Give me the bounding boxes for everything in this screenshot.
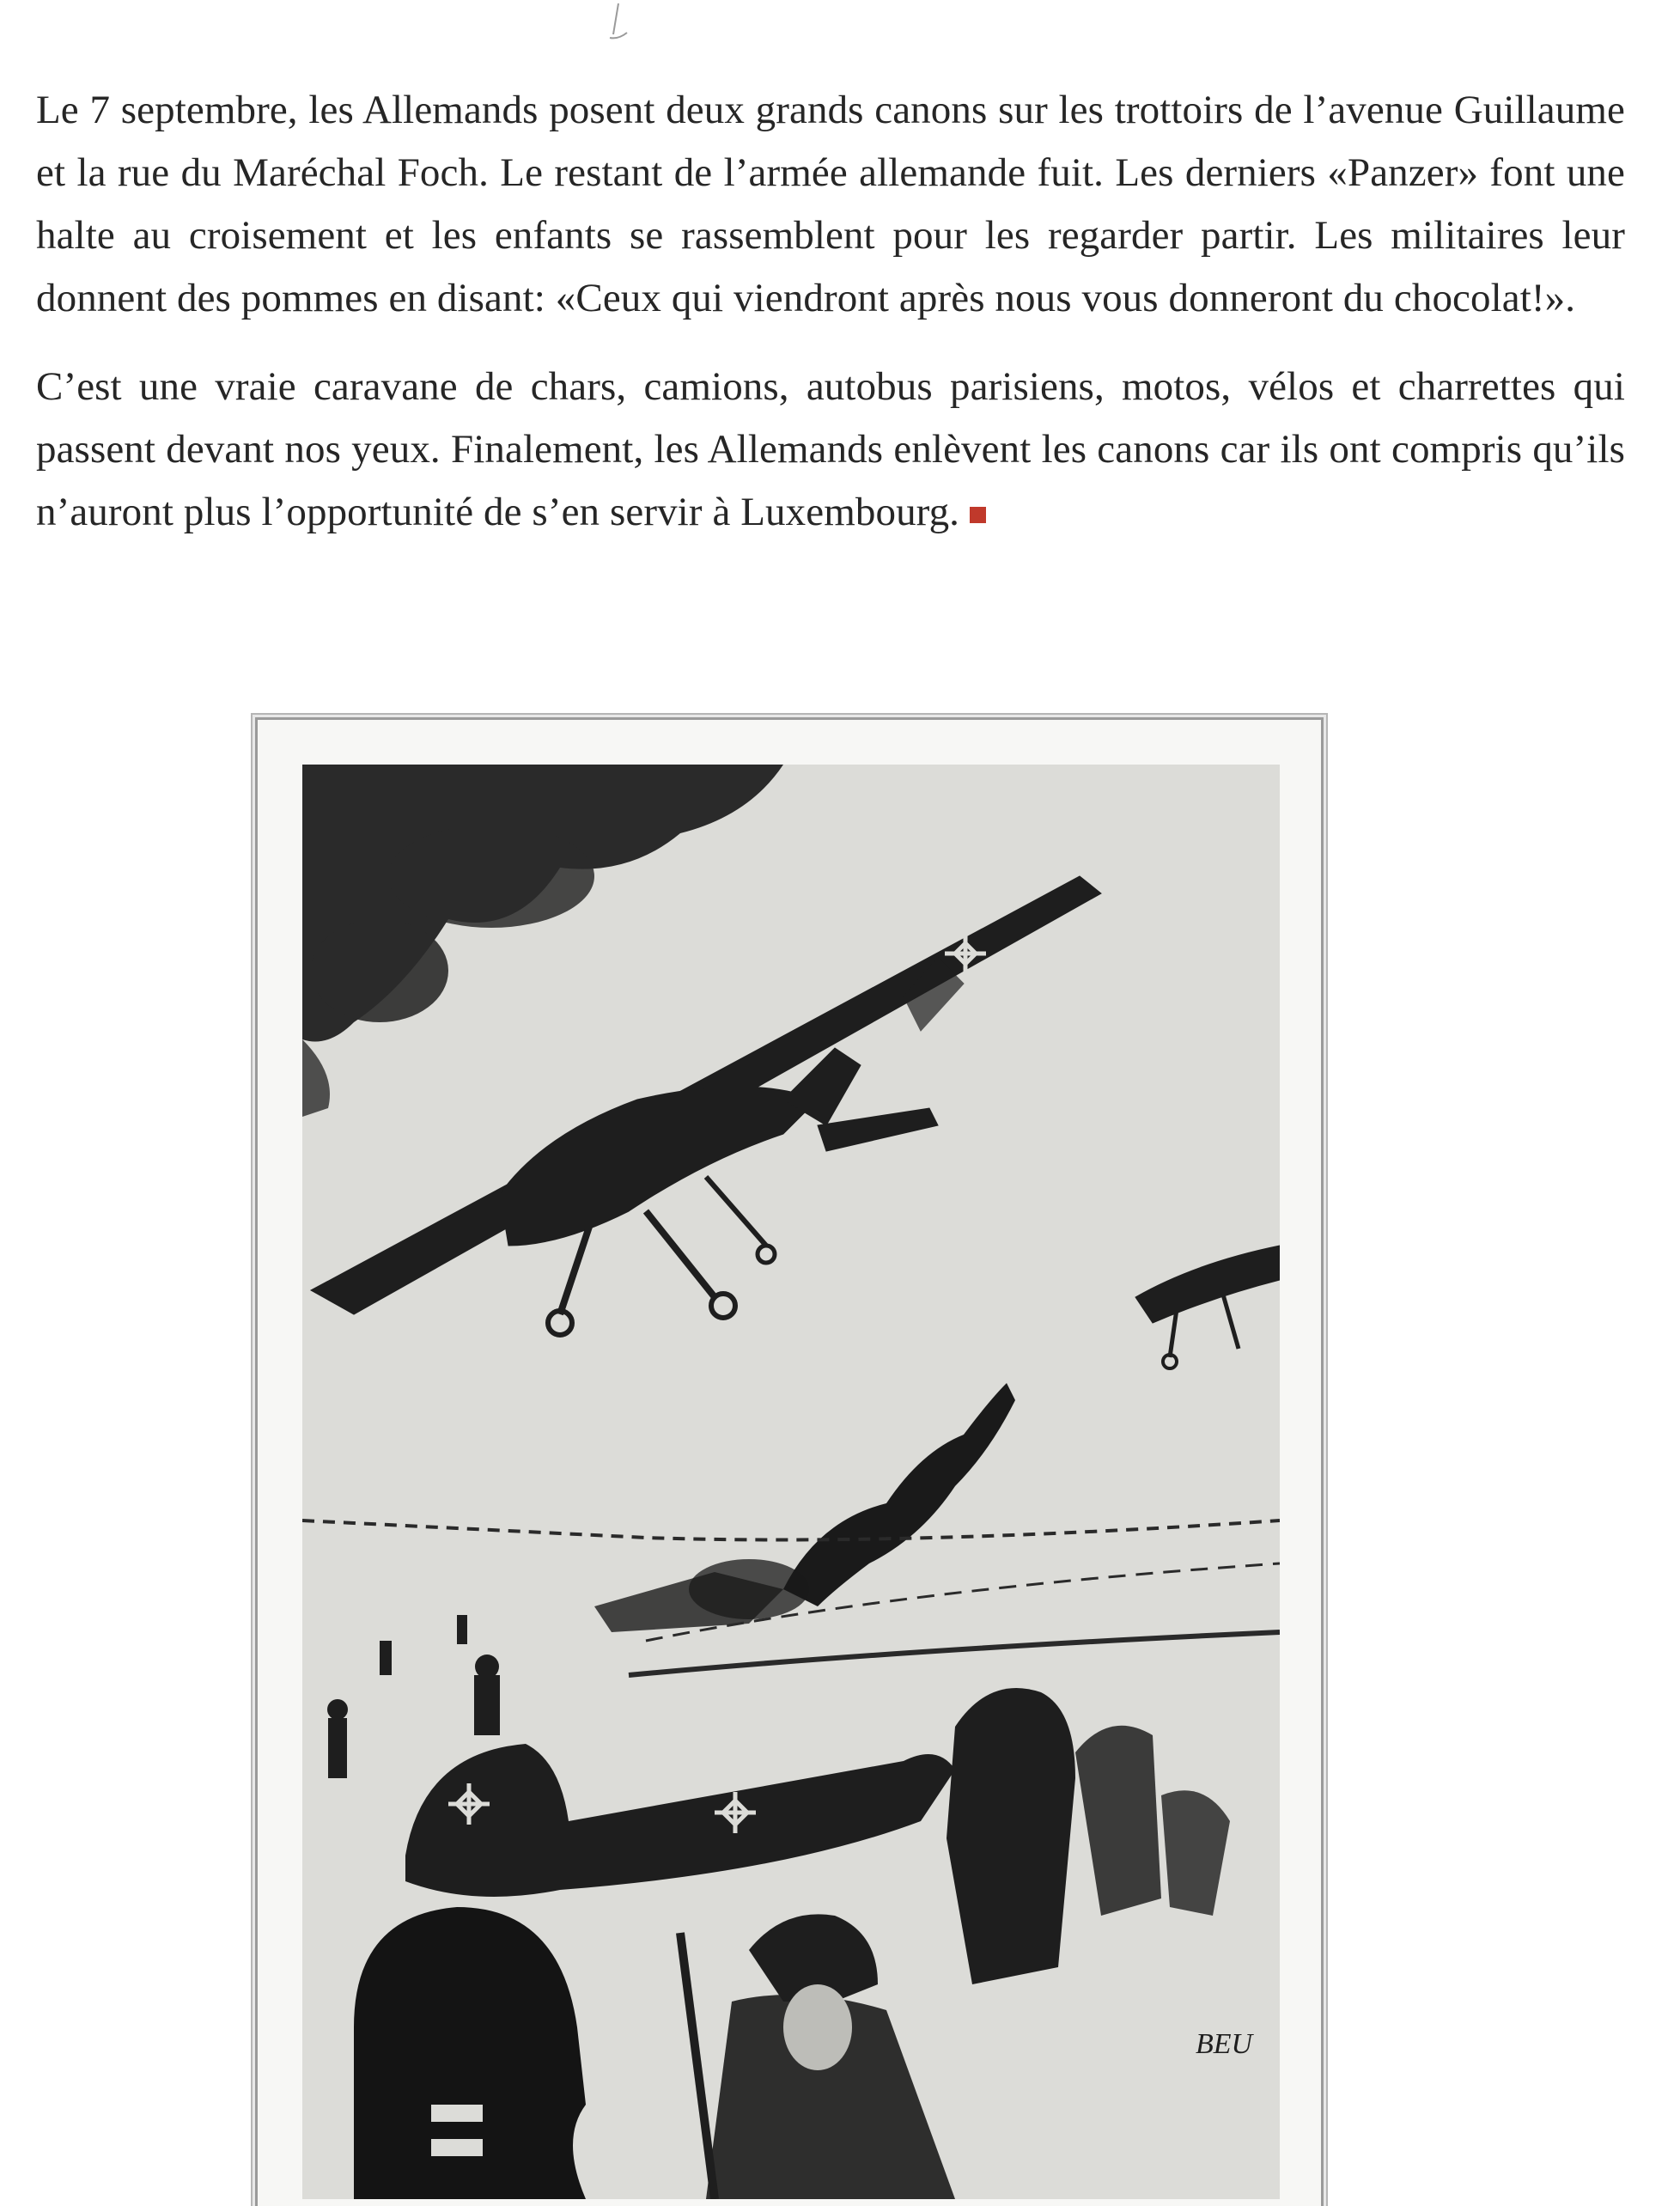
paragraph-2-text: C’est une vraie caravane de chars, camions, autobus parisiens, motos, vélos et charrettes qui passent devant nos yeux. Finalement, les Allemands enlèvent les canons car ils ont compris qu’ils n’auront plus l’opportunité de s’en servir à Luxembourg.: [36, 364, 1625, 534]
end-of-article-mark: [970, 507, 986, 523]
article-text: [36, 79, 1625, 544]
paragraph-2: [36, 356, 1625, 544]
war-illustration: [302, 765, 1280, 2199]
paragraph-1: Le 7 septembre, les Allemands posent deux grands canons sur les trottoirs de l’avenue Guillaume et la rue du Maréchal Foch. Le restant de l’armée allemande fuit. Les derniers «Panzer» font une halte au croisement et les enfants se rassemblent pour les regarder partir. Les militaires leur donnent des pommes en disant: «Ceux qui viendront après nous vous donneront du chocolat!».: [36, 88, 1625, 320]
illustration-signature: BEU: [1196, 2028, 1253, 2060]
scan-artifact-mark: [593, 0, 644, 52]
illustration-frame: [258, 720, 1321, 2206]
